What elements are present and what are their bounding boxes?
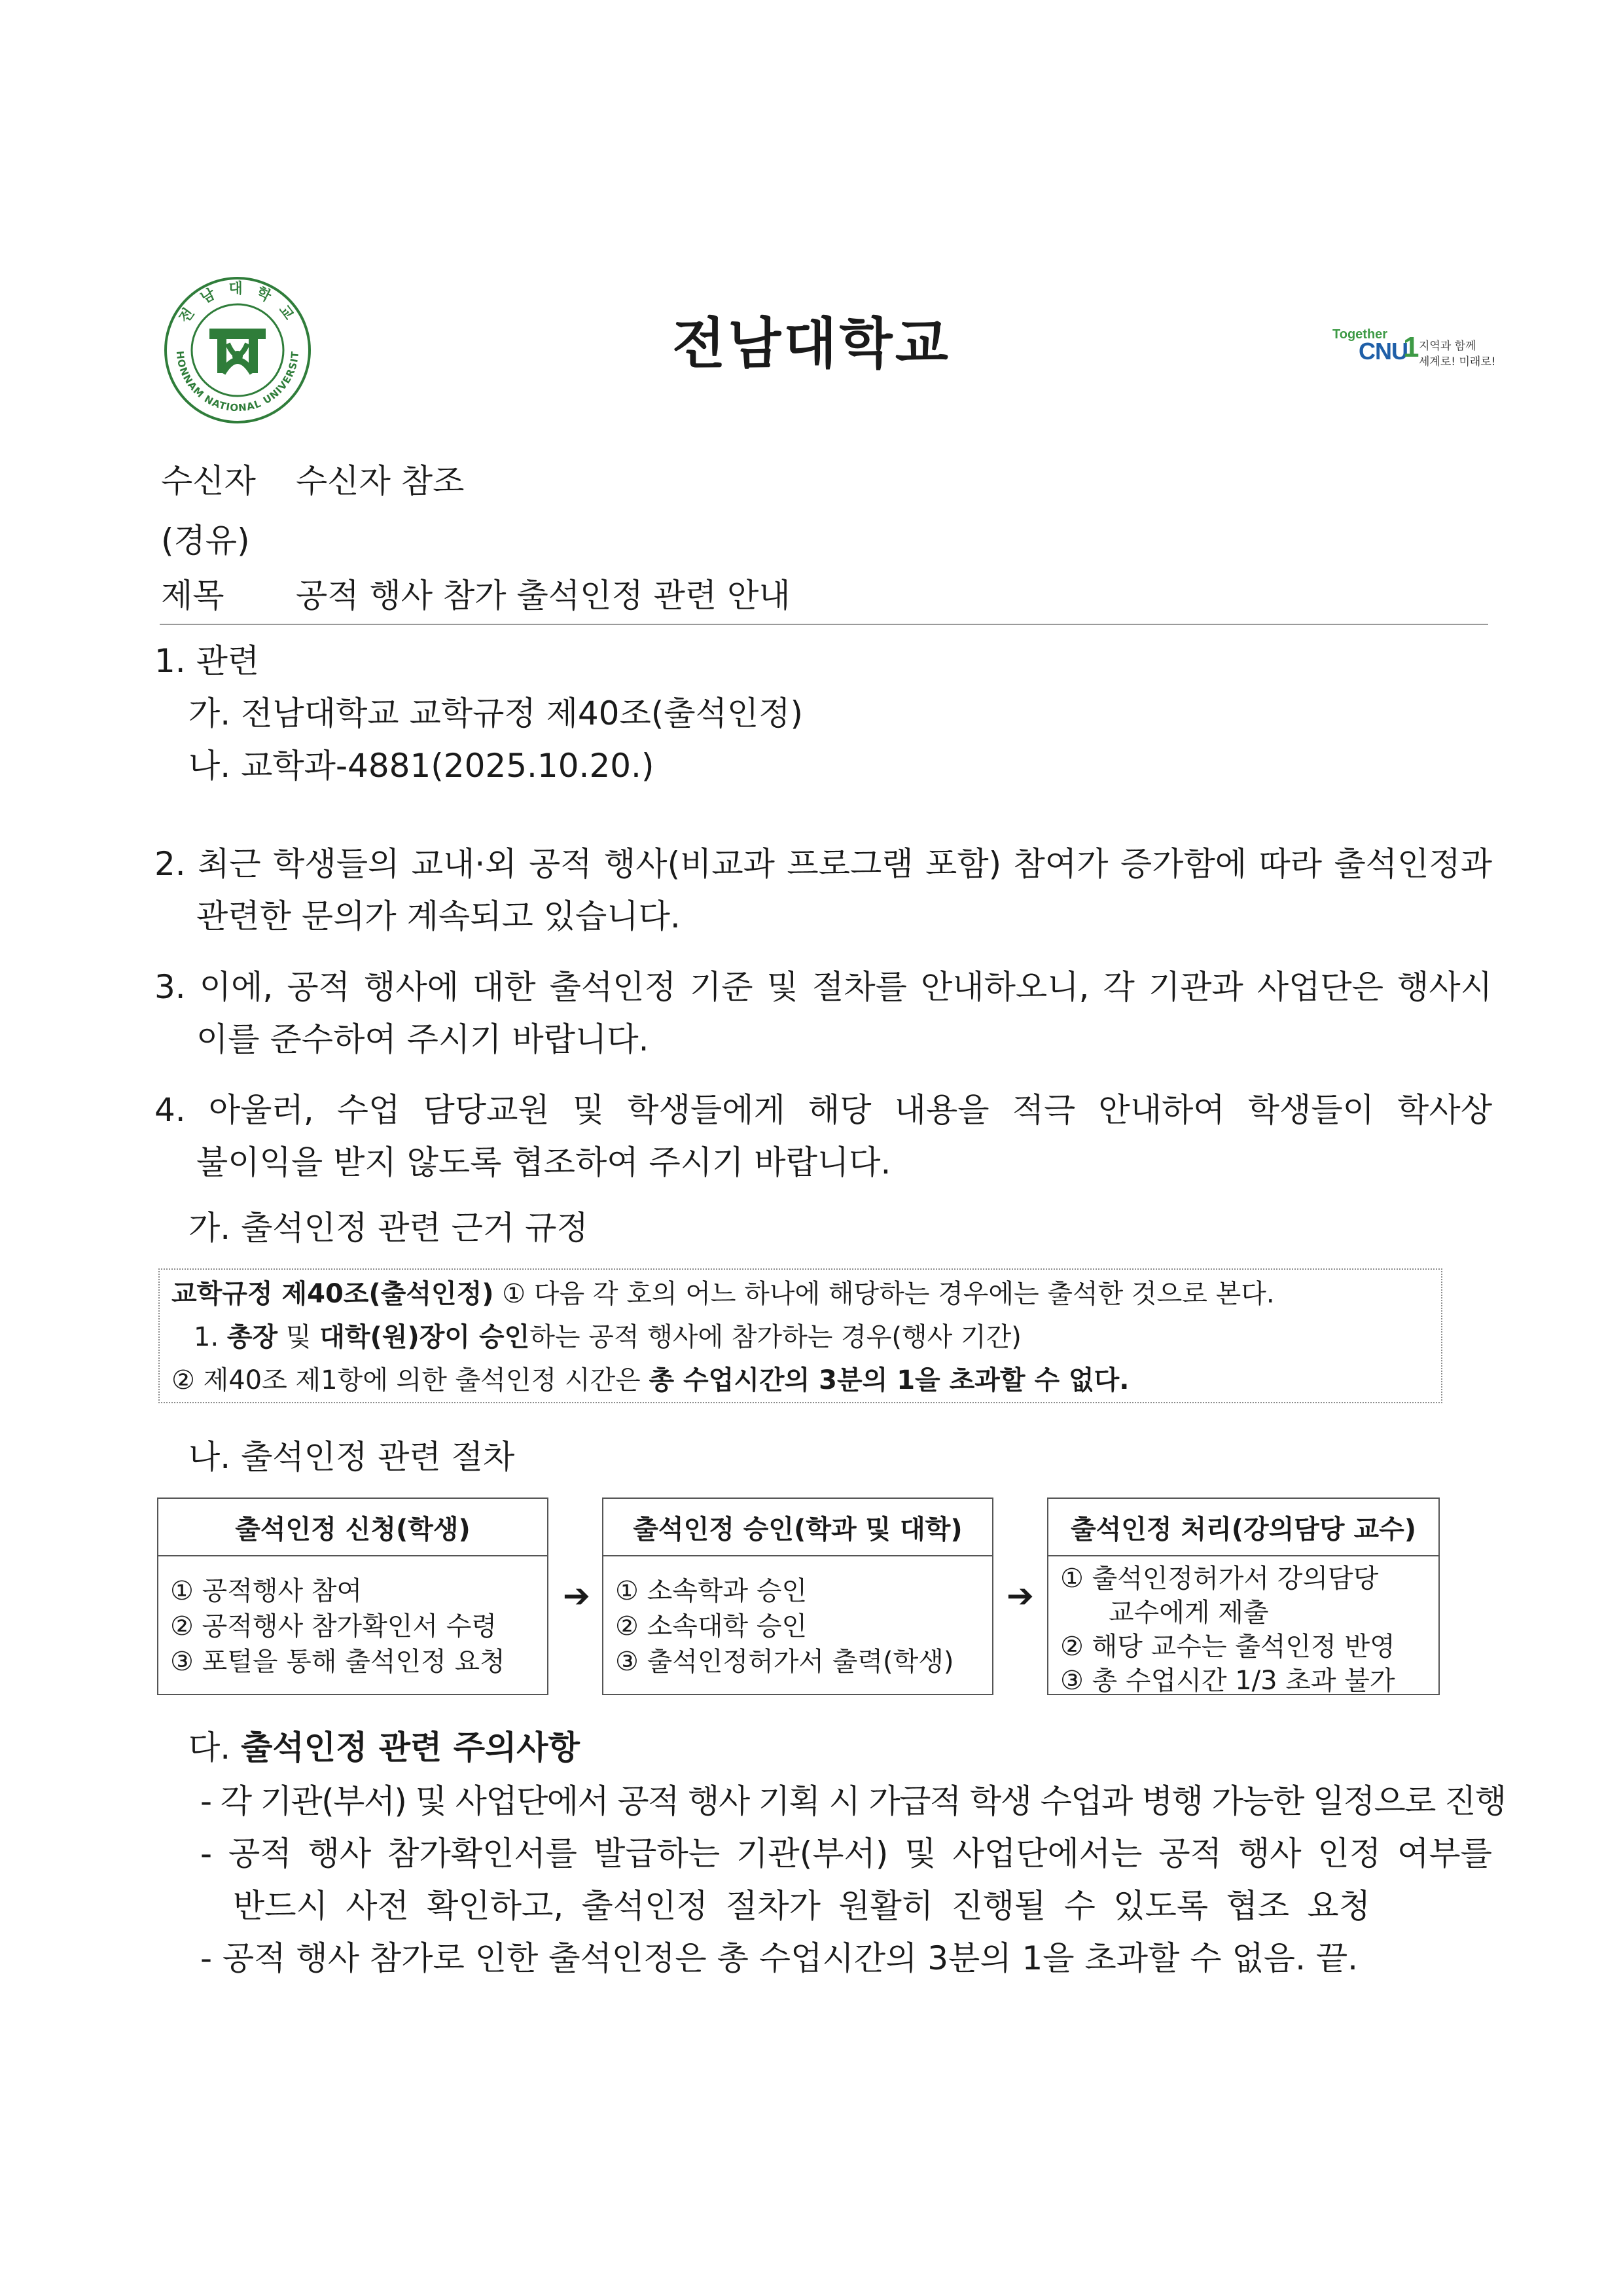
procedure-step-2-item: ① 소속학과 승인 xyxy=(615,1576,808,1606)
page-title: 전남대학교 xyxy=(672,312,951,376)
paragraph-4-line-1: 4. 아울러, 수업 담당교원 및 학생들에게 해당 내용을 적극 안내하여 학생들이 학사상 xyxy=(154,1091,1492,1129)
brand-slogan-2: 세계로! 미래로! xyxy=(1419,355,1496,368)
regulation-line-1-text: ① 다음 각 호의 어느 하나에 해당하는 경우에는 출석한 것으로 본다. xyxy=(493,1279,1275,1309)
brand-one-text: 1 xyxy=(1403,331,1419,363)
procedure-step-3-item: ① 출석인정허가서 강의담당 xyxy=(1060,1564,1379,1594)
subject-label: 제목 xyxy=(161,577,224,615)
seal-ring-top-text: 전 남 대 학 교 xyxy=(176,281,299,327)
regulation-president-text: 총장 xyxy=(226,1322,278,1352)
together-cnu-logo xyxy=(1332,327,1496,373)
via-label: (경유) xyxy=(161,522,250,560)
brand-together-text: Together xyxy=(1332,327,1388,342)
procedure-step-2-title: 출석인정 승인(학과 및 대학) xyxy=(603,1499,992,1556)
note-1: - 각 기관(부서) 및 사업단에서 공적 행사 기획 시 가급적 학생 수업과 병행 가능한 일정으로 진행 xyxy=(200,1782,1506,1820)
section-c-title-text: 출석인정 관련 주의사항 xyxy=(241,1729,580,1767)
paragraph-1-title: 1. 관련 xyxy=(154,642,260,680)
regulation-line-3-prefix: ② 제40조 제1항에 의한 출석인정 시간은 xyxy=(171,1365,649,1395)
procedure-step-1-item: ② 공적행사 참가확인서 수령 xyxy=(170,1611,497,1641)
section-c-prefix: 다. xyxy=(188,1729,241,1767)
regulation-box xyxy=(158,1268,1442,1403)
brand-cnu-text: CNU xyxy=(1359,338,1408,365)
regulation-dean-approval-text: 대학(원)장이 승인 xyxy=(319,1322,530,1352)
regulation-article-title: 교학규정 제40조(출석인정) xyxy=(171,1279,494,1309)
regulation-line-2 xyxy=(194,1321,1022,1354)
arrow-right-icon: ➔ xyxy=(563,1577,590,1615)
procedure-step-3-item: ② 해당 교수는 출석인정 반영 xyxy=(1060,1632,1395,1662)
header-divider xyxy=(160,624,1488,625)
regulation-line-2-prefix: 1. xyxy=(194,1322,227,1352)
note-2-line-1: - 공적 행사 참가확인서를 발급하는 기관(부서) 및 사업단에서는 공적 행사 인정 여부를 xyxy=(200,1835,1492,1873)
recipient-value: 수신자 참조 xyxy=(296,462,465,500)
paragraph-2-line-2: 관련한 문의가 계속되고 있습니다. xyxy=(196,897,681,935)
brand-slogan-1: 지역과 함께 xyxy=(1419,340,1476,353)
procedure-step-2-item: ② 소속대학 승인 xyxy=(615,1611,808,1641)
arrow-right-icon: ➔ xyxy=(1007,1577,1034,1615)
paragraph-4-line-2: 불이익을 받지 않도록 협조하여 주시기 바랍니다. xyxy=(196,1143,891,1181)
seal-ring-bottom-text: HONNAM NATIONAL UNIVERSIT xyxy=(173,350,302,414)
procedure-step-1-title: 출석인정 신청(학생) xyxy=(158,1499,547,1556)
procedure-step-3-item: ③ 총 수업시간 1/3 초과 불가 xyxy=(1060,1666,1395,1696)
regulation-line-2-text: 하는 공적 행사에 참가하는 경우(행사 기간) xyxy=(529,1322,1022,1352)
procedure-step-3-item: 교수에게 제출 xyxy=(1109,1598,1269,1628)
section-c-title xyxy=(188,1728,580,1767)
paragraph-2-line-1: 2. 최근 학생들의 교내·외 공적 행사(비교과 프로그램 포함) 참여가 증가함에 따라 출석인정과 xyxy=(154,845,1492,883)
procedure-step-2-item: ③ 출석인정허가서 출력(학생) xyxy=(615,1647,954,1677)
paragraph-1-item-a: 가. 전남대학교 교학규정 제40조(출석인정) xyxy=(188,694,804,732)
recipient-label: 수신자 xyxy=(161,462,256,500)
procedure-step-1-item: ① 공적행사 참여 xyxy=(170,1576,363,1606)
regulation-line-1 xyxy=(171,1278,1275,1310)
regulation-line-3 xyxy=(171,1364,1129,1397)
note-3: - 공적 행사 참가로 인한 출석인정은 총 수업시간의 3분의 1을 초과할 수 없음. 끝. xyxy=(200,1939,1359,1977)
paragraph-3-line-2: 이를 준수하여 주시기 바랍니다. xyxy=(196,1020,649,1058)
procedure-step-1-item: ③ 포털을 통해 출석인정 요청 xyxy=(170,1647,505,1677)
procedure-step-1 xyxy=(157,1498,548,1695)
paragraph-3-line-1: 3. 이에, 공적 행사에 대한 출석인정 기준 및 절차를 안내하오니, 각 기관과 사업단은 행사시 xyxy=(154,968,1492,1006)
procedure-step-3 xyxy=(1047,1498,1440,1695)
paragraph-1-item-b: 나. 교학과-4881(2025.10.20.) xyxy=(188,747,654,785)
procedure-step-3-title: 출석인정 처리(강의담당 교수) xyxy=(1048,1499,1438,1556)
section-a-title: 가. 출석인정 관련 근거 규정 xyxy=(188,1209,588,1247)
regulation-limit-text: 총 수업시간의 3분의 1을 초과할 수 없다. xyxy=(649,1365,1130,1395)
regulation-line-2-mid: 및 xyxy=(277,1322,320,1352)
subject-value: 공적 행사 참가 출석인정 관련 안내 xyxy=(296,577,791,615)
note-2-line-2: 반드시 사전 확인하고, 출석인정 절차가 원활히 진행될 수 있도록 협조 요청 xyxy=(233,1887,1370,1925)
procedure-step-2 xyxy=(602,1498,993,1695)
section-b-title: 나. 출석인정 관련 절차 xyxy=(188,1438,515,1476)
